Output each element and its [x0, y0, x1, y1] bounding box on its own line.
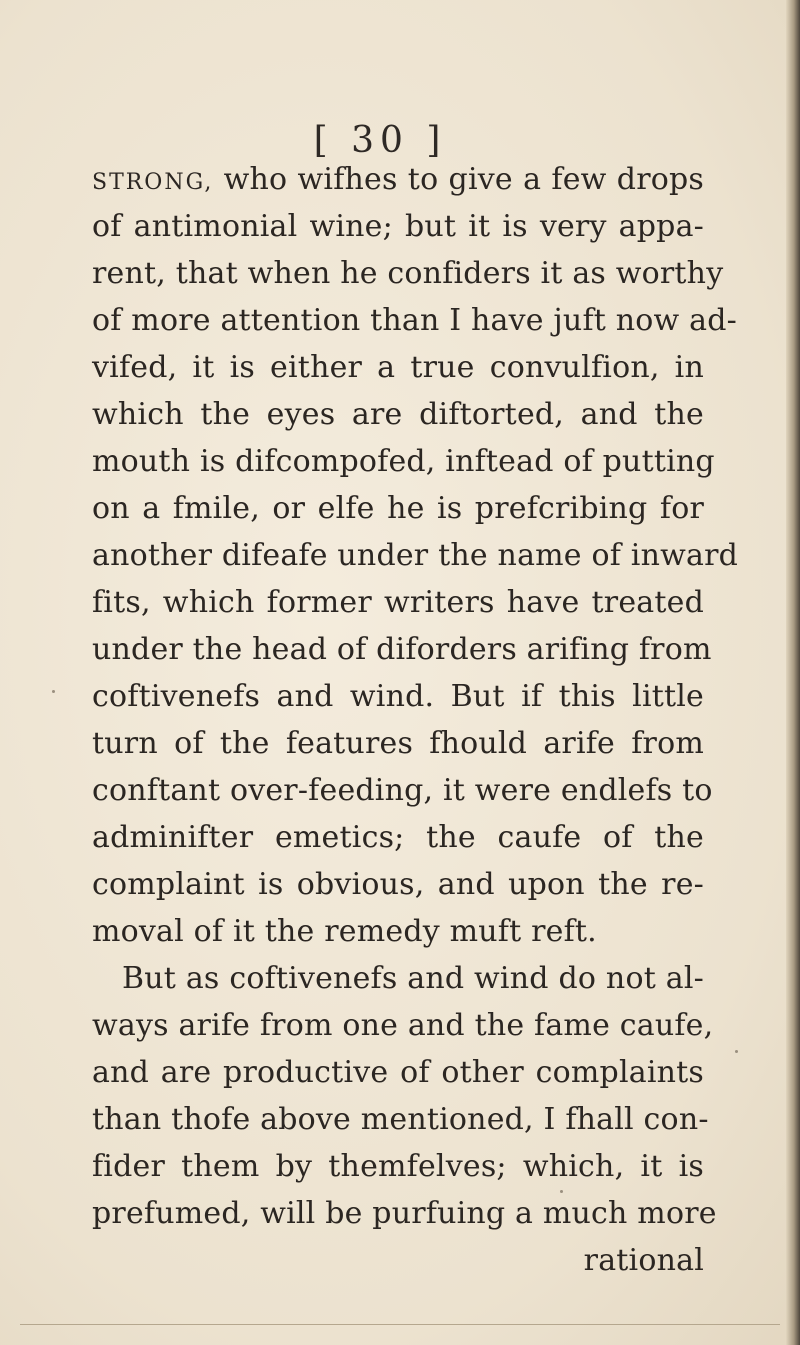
text-line: of antimonial wine; but it is very appa- — [92, 209, 704, 244]
text-line: prefumed, will be purfuing a much more — [92, 1196, 717, 1231]
text-line: adminifter emetics; the caufe of the — [92, 820, 704, 855]
text-line: moval of it the remedy muft reft. — [92, 914, 597, 949]
text-line: fider them by themfelves; which, it is — [92, 1149, 704, 1184]
text-line: turn of the features fhould arife from — [92, 726, 704, 761]
text-line: fits, which former writers have treated — [92, 585, 704, 620]
text-line: vifed, it is either a true convulfion, in — [92, 350, 704, 385]
text-line: on a fmile, or elfe he is prefcribing for — [92, 491, 704, 526]
paper-speck — [52, 690, 55, 693]
page-number-header: [ 30 ] — [313, 120, 447, 161]
page-edge-shadow — [786, 0, 800, 1345]
page-bottom-edge — [20, 1324, 780, 1325]
text-line: of more attention than I have juft now ad- — [92, 303, 737, 338]
text-line: and are productive of other complaints — [92, 1055, 704, 1090]
line-text: who wifhes to give a few drops — [213, 162, 704, 197]
catchword: rational — [583, 1243, 704, 1278]
paper-speck — [560, 1190, 563, 1193]
text-line: another difeafe under the name of inward — [92, 538, 739, 573]
text-line: under the head of diforders arifing from — [92, 632, 712, 667]
text-line: which the eyes are diftorted, and the — [92, 397, 704, 432]
text-line: But as coftivenefs and wind do not al- — [122, 961, 704, 996]
text-line: rent, that when he confiders it as worthy — [92, 256, 724, 291]
paper-speck — [735, 1050, 738, 1053]
smallcaps-word: STRONG, — [92, 170, 214, 195]
text-line: conftant over-feeding, it were endlefs to — [92, 773, 713, 808]
text-line: coftivenefs and wind. But if this little — [92, 679, 704, 714]
body-text — [92, 156, 739, 1284]
text-line — [92, 156, 704, 203]
text-line: ways arife from one and the fame caufe, — [92, 1008, 714, 1043]
text-line: complaint is obvious, and upon the re- — [92, 867, 704, 902]
text-line: than thofe above mentioned, I fhall con- — [92, 1102, 709, 1137]
text-line: mouth is difcompofed, inftead of putting — [92, 444, 715, 479]
